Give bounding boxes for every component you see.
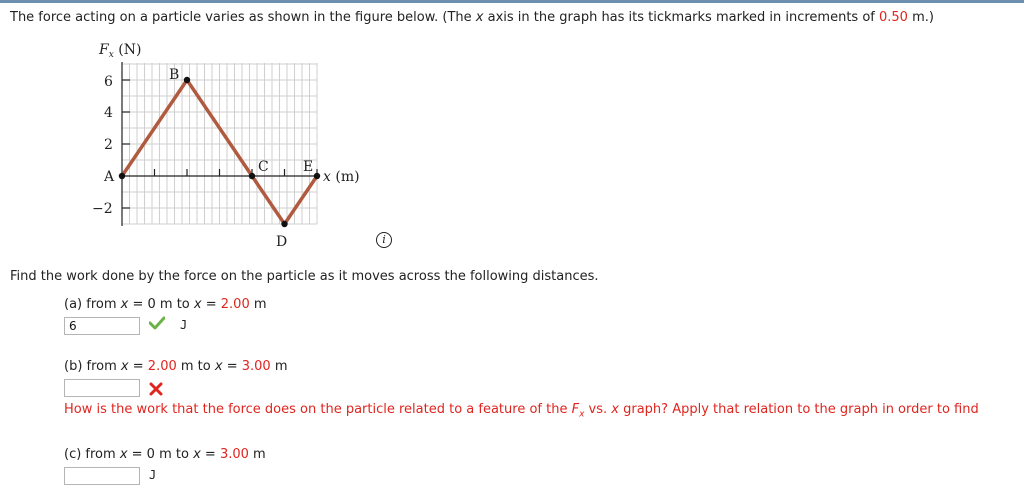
question-text: Find the work done by the force on the particle as it moves across the following distances. [10, 269, 599, 284]
part-b-label: (b) from x = 2.00 m to x = 3.00 m [64, 359, 288, 374]
y-tick-label: 4 [104, 105, 113, 121]
point-c [249, 173, 255, 179]
problem-statement: The force acting on a particle varies as shown in the figure below. (The x axis in the graph has its tickmarks marked in increments of 0.50 m.) [10, 10, 934, 25]
increment-value: 0.50 [879, 10, 908, 25]
force-graph [0, 0, 400, 255]
hint-text: How is the work that the force does on the particle related to a feature of the $F_x$ vs. x graph? Apply that relation to the graph in order to find [64, 402, 979, 420]
point-label-b: B [169, 67, 180, 83]
answer-input-a[interactable] [64, 317, 140, 335]
unit-label-a: J [180, 318, 188, 332]
x-axis-label: x (m) [323, 169, 360, 185]
answer-input-b[interactable] [64, 379, 140, 397]
check-icon [149, 316, 165, 330]
cross-icon [149, 382, 163, 396]
info-icon[interactable]: i [376, 232, 392, 248]
part-a-label: (a) from x = 0 m to x = 2.00 m [64, 297, 267, 312]
y-axis-label: $F_x$ (N) [99, 42, 142, 60]
answer-input-c[interactable] [64, 467, 140, 485]
y-tick-label: 2 [104, 137, 113, 153]
point-label-c: C [258, 159, 269, 175]
part-c-label: (c) from x = 0 m to x = 3.00 m [64, 447, 266, 462]
unit-label-c: J [149, 468, 157, 482]
point-d [281, 221, 287, 227]
point-label-e: E [303, 159, 314, 175]
graph-grid [122, 63, 317, 224]
point-label-a: A [104, 169, 115, 185]
point-e [314, 173, 320, 179]
y-tick-label: −2 [92, 201, 113, 217]
point-a [119, 173, 125, 179]
y-tick-label: 6 [104, 74, 113, 90]
point-label-d: D [276, 234, 288, 250]
point-b [184, 77, 190, 83]
